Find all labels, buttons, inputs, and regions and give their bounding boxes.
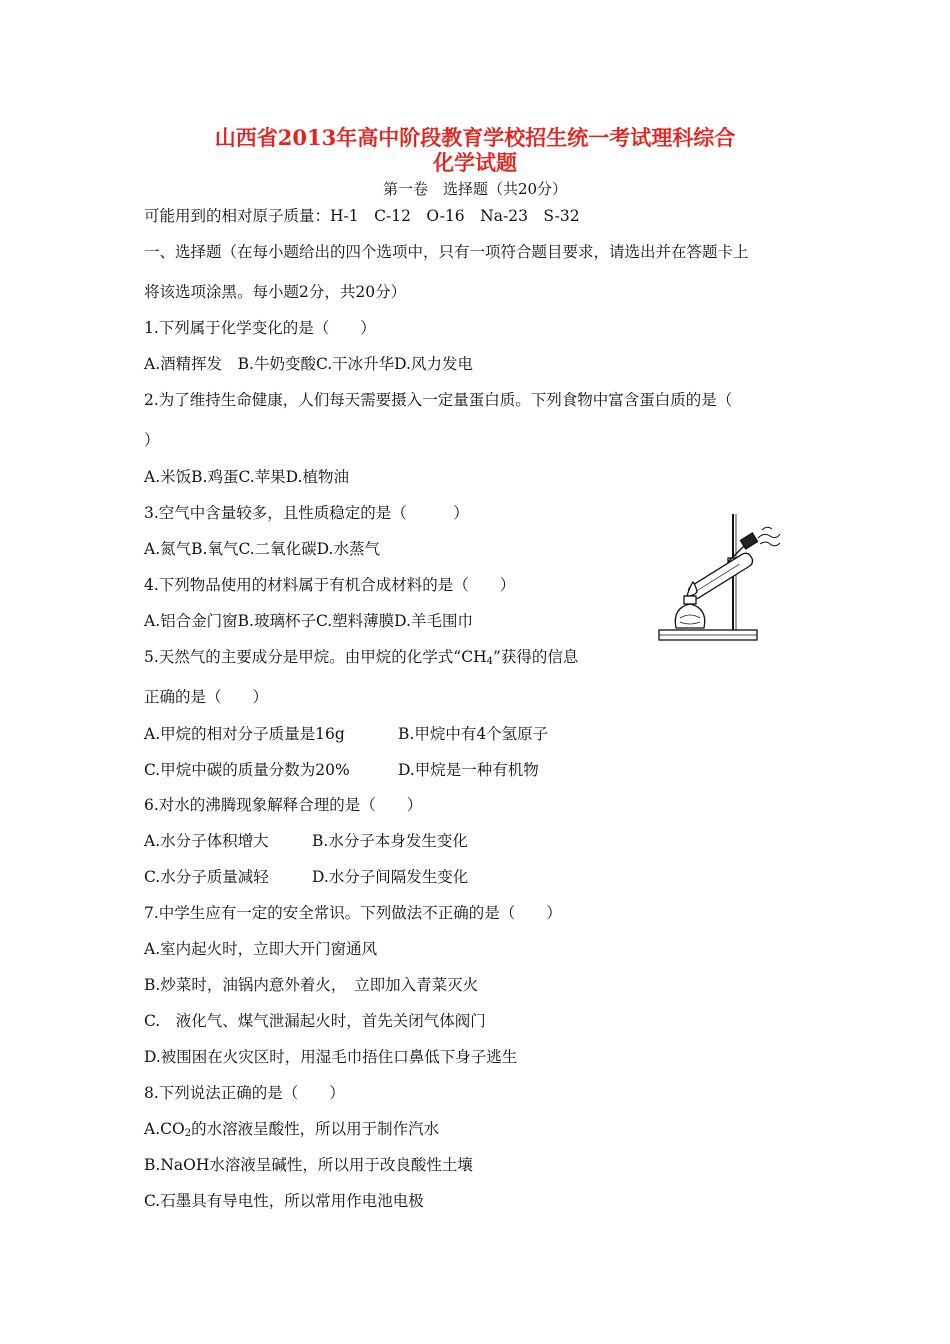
q4-stem: 4.下列物品使用的材料属于有机合成材料的是（ ） (144, 576, 516, 594)
q2-stem: 2.为了维持生命健康，人们每天需要摄入一定量蛋白质。下列食物中富含蛋白质的是（ (144, 391, 733, 409)
instructions-line-2: 将该选项涂黑。每小题2分，共20分） (144, 283, 407, 301)
q2-stem-end: ） (144, 431, 160, 449)
q7-option-b: B.炒菜时，油锅内意外着火， 立即加入青菜灭火 (144, 976, 479, 994)
atomic-masses: 可能用到的相对原子质量：H-1 C-12 O-16 Na-23 S-32 (144, 207, 580, 225)
q1-options: A.酒精挥发 B.牛奶变酸C.干冰升华D.风力发电 (144, 355, 473, 373)
q5-option-c: C.甲烷中碳的质量分数为20% (144, 761, 350, 779)
q6-stem: 6.对水的沸腾现象解释合理的是（ ） (144, 796, 423, 814)
q7-option-a: A.室内起火时，立即大开门窗通风 (144, 940, 378, 958)
q8-option-a (144, 1117, 439, 1139)
q3-stem: 3.空气中含量较多，且性质稳定的是（ ） (144, 504, 469, 522)
instructions-line-1: 一、选择题（在每小题给出的四个选项中，只有一项符合题目要求，请选出并在答题卡上 (144, 243, 749, 261)
q4-options: A.铝合金门窗B.玻璃杯子C.塑料薄膜D.羊毛围巾 (144, 612, 473, 630)
exam-title: 山西省2013年高中阶段教育学校招生统一考试理科综合 (214, 125, 736, 150)
q8-option-b: B.NaOH水溶液呈碱性，所以用于改良酸性土壤 (144, 1156, 473, 1174)
q6-option-a: A.水分子体积增大 (144, 832, 269, 850)
subject-title: 化学试题 (433, 150, 517, 175)
q8-option-c: C.石墨具有导电性，所以常用作电池电极 (144, 1192, 424, 1210)
q5-subscript: 4 (486, 656, 493, 667)
q7-option-c: C. 液化气、煤气泄漏起火时，首先关闭气体阀门 (144, 1012, 486, 1030)
q5-stem (144, 645, 578, 667)
q7-stem: 7.中学生应有一定的安全常识。下列做法不正确的是（ ） (144, 904, 562, 922)
q8-stem: 8.下列说法正确的是（ ） (144, 1084, 345, 1102)
q5-option-a: A.甲烷的相对分子质量是16g (144, 725, 345, 743)
section-heading: 第一卷 选择题（共20分） (382, 180, 568, 198)
q1-stem: 1.下列属于化学变化的是（ ） (144, 319, 376, 337)
q5-stem-end: 正确的是（ ） (144, 688, 269, 706)
q5-stem-b: ”获得的信息 (492, 648, 579, 666)
q6-option-d: D.水分子间隔发生变化 (312, 868, 469, 886)
q5-option-b: B.甲烷中有4个氢原子 (398, 725, 549, 743)
q6-option-b: B.水分子本身发生变化 (312, 832, 468, 850)
q7-option-d: D.被围困在火灾区时，用湿毛巾捂住口鼻低下身子逃生 (144, 1048, 518, 1066)
q6-option-c: C.水分子质量减轻 (144, 868, 269, 886)
q8-option-a-prefix: A.CO (144, 1120, 185, 1138)
q8-subscript: 2 (184, 1128, 192, 1139)
q3-options: A.氮气B.氧气C.二氧化碳D.水蒸气 (144, 540, 380, 558)
q8-option-a-text: 的水溶液呈酸性，所以用于制作汽水 (191, 1120, 440, 1138)
q5-option-d: D.甲烷是一种有机物 (398, 761, 539, 779)
lab-apparatus-heating-test-tube-icon (654, 508, 784, 648)
q5-stem-a: 5.天然气的主要成分是甲烷。由甲烷的化学式“CH (144, 648, 487, 666)
q2-options: A.米饭B.鸡蛋C.苹果D.植物油 (144, 468, 349, 486)
